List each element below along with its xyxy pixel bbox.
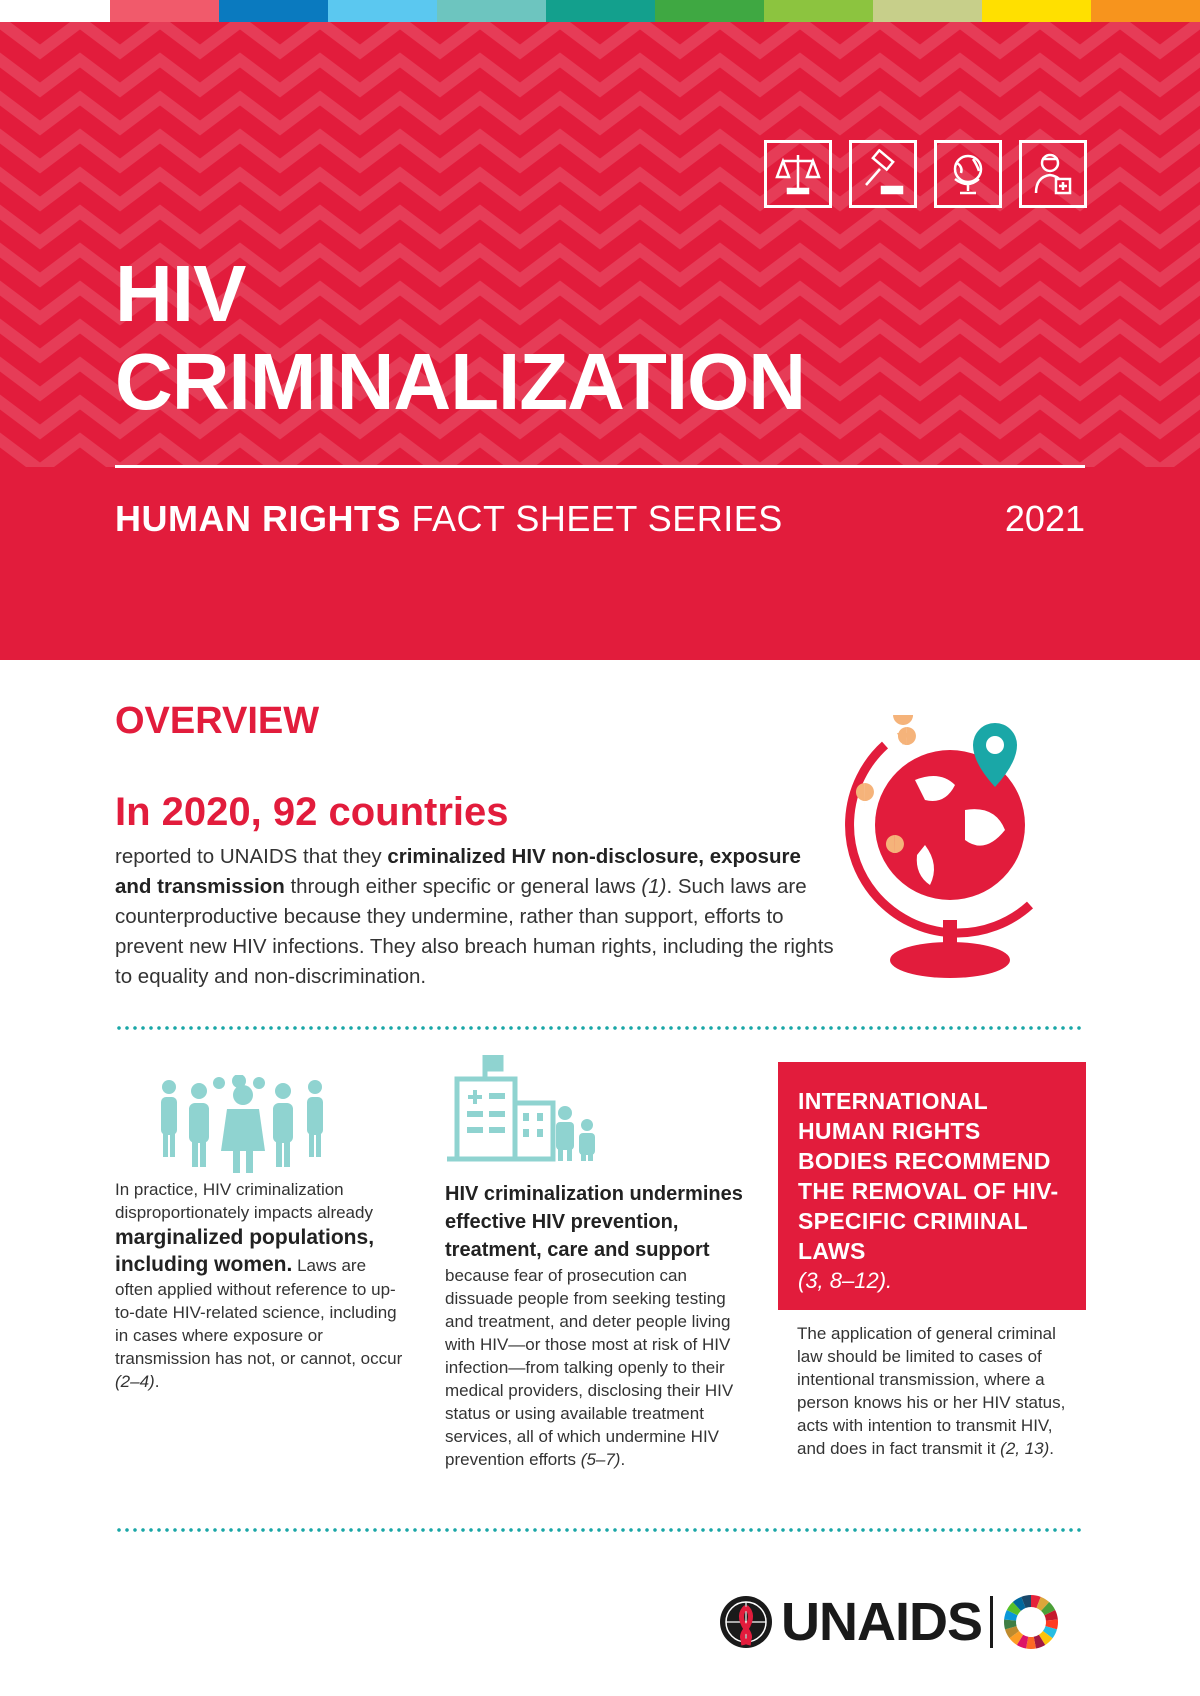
strip-segment (982, 0, 1091, 22)
title-line-1: HIV (115, 249, 246, 338)
un-emblem-icon (715, 1593, 777, 1651)
people-group-icon (155, 1075, 330, 1175)
header-banner (0, 22, 1200, 660)
citation: (2–4) (115, 1372, 155, 1391)
chevron-stripe (0, 22, 1200, 52)
divider (115, 465, 1085, 468)
prevention-paragraph (445, 1180, 755, 1471)
series-bold: HUMAN RIGHTS (115, 498, 401, 539)
text: . (154, 1372, 160, 1391)
section-heading: OVERVIEW (115, 700, 320, 742)
strip-segment (764, 0, 873, 22)
key-statistic: In 2020, 92 countries (115, 790, 509, 834)
marginalized-populations-paragraph (115, 1178, 405, 1393)
series-label (115, 498, 783, 540)
dotted-divider (115, 1528, 1085, 1532)
page-title (115, 250, 805, 426)
text: because fear of prosecution can dissuade people from seeking testing and treatment, and deter people living with HIV—or those most at risk of HIV infection—from talking openly to their medical providers, disclosing their HIV status or using available treatment services, all of which undermine HIV prevention efforts (445, 1266, 734, 1469)
citation: (1) (641, 875, 667, 898)
intro-paragraph (115, 842, 835, 992)
strip-segment (328, 0, 437, 22)
health-worker-icon (1019, 140, 1087, 208)
text: . (620, 1450, 626, 1469)
hospital-icon (445, 1055, 605, 1165)
sdg-wheel-icon (1003, 1594, 1059, 1650)
globe-icon (934, 140, 1002, 208)
emphasis: criminalized HIV non-disclosure, exposure and transmission (115, 845, 801, 898)
series-regular: FACT SHEET SERIES (411, 498, 783, 539)
general-law-paragraph (797, 1322, 1067, 1460)
unaids-logo (715, 1592, 1090, 1652)
topic-icons (764, 140, 1087, 208)
strip-segment (873, 0, 982, 22)
emphasis: HIV criminalization undermines effective HIV prevention, treatment, care and support (445, 1183, 743, 1261)
text: . (1049, 1439, 1055, 1458)
globe-with-pins-icon (845, 715, 1085, 990)
strip-segment (437, 0, 546, 22)
chevron-stripe (0, 98, 1200, 128)
callout-citation: (3, 8–12). (798, 1268, 893, 1293)
logo-divider (990, 1596, 993, 1648)
text: In practice, HIV criminalization disproportionately impacts already (115, 1180, 373, 1222)
text: The application of general criminal law should be limited to cases of intentional transmission, where a person knows his or her HIV status, acts with intention to transmit HIV, and does in fact transmit it (797, 1324, 1066, 1458)
dotted-divider (115, 1026, 1085, 1030)
strip-segment (655, 0, 764, 22)
recommendation-callout (778, 1062, 1086, 1310)
text: through either specific or general laws (284, 875, 642, 898)
emphasis: marginalized populations, including women. (115, 1226, 375, 1276)
year-label: 2021 (1004, 498, 1085, 539)
citation: (5–7) (580, 1450, 621, 1469)
text: . Such laws are counterproductive because they undermine, rather than support, efforts to prevent new HIV infections. They also breach human rights, including the rights to equality and non-discrimination. (115, 875, 834, 988)
strip-segment (546, 0, 655, 22)
chevron-stripe (0, 60, 1200, 90)
scales-of-justice-icon (764, 140, 832, 208)
logo-wordmark: UNAIDS (781, 1592, 983, 1652)
chevron-stripe (0, 440, 1200, 467)
strip-segment (219, 0, 328, 22)
strip-segment (1091, 0, 1200, 22)
text: Laws are often applied without reference to up-to-date HIV-related science, including in cases where exposure or transmission has not, or cannot, occur (115, 1256, 403, 1368)
text: reported to UNAIDS that they (115, 845, 388, 868)
strip-segment (110, 0, 219, 22)
citation: (2, 13) (1000, 1439, 1050, 1458)
title-line-2: CRIMINALIZATION (115, 337, 806, 426)
chevron-stripe (0, 212, 1200, 242)
gavel-icon (849, 140, 917, 208)
callout-title: INTERNATIONAL HUMAN RIGHTS BODIES RECOMMEND THE REMOVAL OF HIV-SPECIFIC CRIMINAL LAWS (798, 1088, 1059, 1264)
sdg-color-strip (110, 0, 1200, 22)
